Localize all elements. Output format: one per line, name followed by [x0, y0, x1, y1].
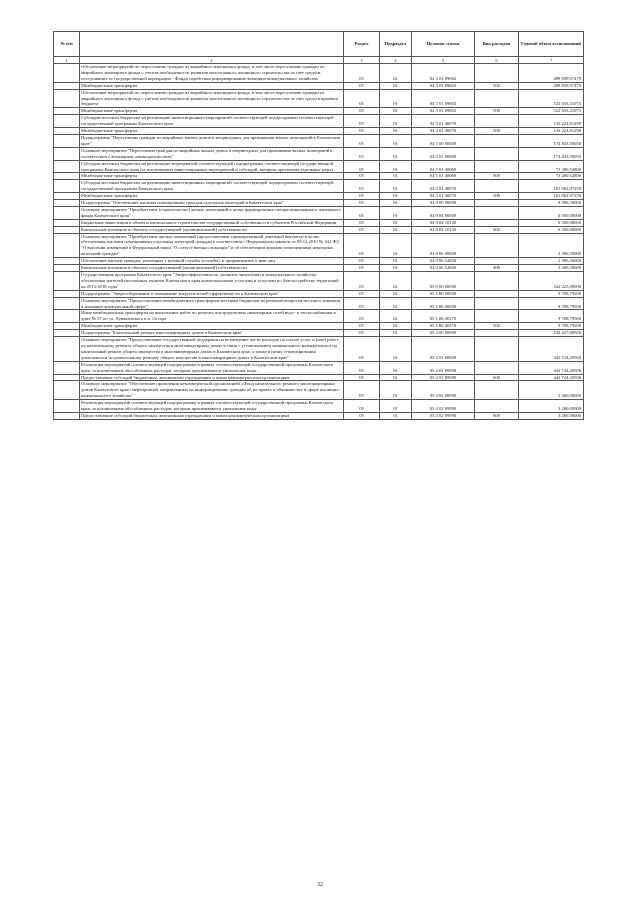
section-cell: 05	[344, 108, 380, 115]
subsection-cell: 01	[380, 200, 412, 207]
item-name-cell: Основное мероприятие "Обеспечение проведения некоммерческой организацией «Фонд капитального ремонта многоквартирных домов Камчатского края» мероприятий, направленных на информирование граждан об их правах и обязанностях в сфере жилищно-коммунального хозяйства"	[80, 381, 344, 400]
column-number: 2	[80, 57, 344, 64]
table-row	[54, 374, 584, 381]
section-cell: 05	[344, 128, 380, 135]
target-article-cell: 04 5 01 00000	[412, 147, 475, 160]
expense-type-cell	[475, 361, 519, 374]
subsection-cell: 01	[380, 381, 412, 400]
expense-type-cell: 400	[475, 265, 519, 272]
section-cell: 05	[344, 82, 380, 89]
target-article-cell: 05 4 01 09990	[412, 361, 475, 374]
table-row	[54, 258, 584, 265]
item-name-cell: Иные межбюджетные трансферты на выполнение работ по ремонту внутридомовых инженерных сетей водо- и теплоснабжения в доме № 57 по ул. Лукашевского в п. Оссора	[80, 310, 344, 323]
item-name-cell: Предоставление субсидий бюджетным, автономным учреждениям и иным некоммерческим организациям	[80, 374, 344, 381]
row-number-cell	[54, 89, 80, 108]
target-article-cell: 04 9 04 10130	[412, 219, 475, 226]
target-article-cell: 04 3 01 09602	[412, 108, 475, 115]
table-row	[54, 160, 584, 173]
expense-type-cell	[475, 330, 519, 337]
expense-type-cell: 500	[475, 82, 519, 89]
annual-amount-cell: 101 562,97250	[519, 193, 584, 200]
item-name-cell: Межбюджетные трансферты	[80, 128, 344, 135]
row-number-cell	[54, 200, 80, 207]
row-number-cell	[54, 128, 80, 135]
target-article-cell: 04 5 01 40070	[412, 193, 475, 200]
subsection-cell: 01	[380, 128, 412, 135]
subsection-cell: 01	[380, 64, 412, 83]
item-name-cell: Межбюджетные трансферты	[80, 323, 344, 330]
expense-type-cell	[475, 297, 519, 310]
header-cell: № п/п	[54, 32, 80, 57]
expense-type-cell	[475, 272, 519, 291]
target-article-cell: 04 9 06 54850	[412, 258, 475, 265]
subsection-cell: 01	[380, 233, 412, 258]
table-row	[54, 200, 584, 207]
target-article-cell: 04 9 04 00000	[412, 206, 475, 219]
table-row	[54, 64, 584, 83]
column-number: 3	[344, 57, 380, 64]
row-number-cell	[54, 226, 80, 233]
subsection-cell: 01	[380, 219, 412, 226]
section-cell: 05	[344, 64, 380, 83]
expense-type-cell	[475, 290, 519, 297]
target-article-cell: 04 9 00 00000	[412, 200, 475, 207]
item-name-cell: Основное мероприятие "Приобретение (строительство) жилых помещений в целях формирования специализированного жилищного фонда Камчатского края"	[80, 206, 344, 219]
section-cell: 05	[344, 272, 380, 291]
row-number-cell	[54, 64, 80, 83]
header-cell: Вид расходов	[475, 32, 519, 57]
section-cell: 05	[344, 412, 380, 419]
row-number-cell	[54, 374, 80, 381]
target-article-cell: 04 3 01 09602	[412, 64, 475, 83]
annual-amount-cell: 6 500,00000	[519, 206, 584, 219]
subsection-cell: 01	[380, 323, 412, 330]
section-cell: 05	[344, 374, 380, 381]
section-cell: 05	[344, 160, 380, 173]
annual-amount-cell: 143 224,81299	[519, 128, 584, 135]
target-article-cell: 05 1 00 00000	[412, 290, 475, 297]
row-number-cell	[54, 173, 80, 180]
row-number-cell	[54, 206, 80, 219]
header-cell: Целевая статья	[412, 32, 475, 57]
subsection-cell: 01	[380, 374, 412, 381]
expense-type-cell: 500	[475, 323, 519, 330]
row-number-cell	[54, 412, 80, 419]
table-row	[54, 381, 584, 400]
item-name-cell: Бюджетные инвестиции в объекты капитального строительства государственной собственности субъектов Российской Федерации	[80, 219, 344, 226]
item-name-cell: Реализация мероприятий соответствующей подпрограммы в рамках соответствующей государственной программы Камчатского края, за исключением обособленных расходов, которым присваиваются уникальные коды	[80, 361, 344, 374]
item-name-cell: Предоставление субсидий бюджетным, автономным учреждениям и иным некоммерческим организациям	[80, 412, 344, 419]
expense-type-cell	[475, 64, 519, 83]
annual-amount-cell: 101 562,97250	[519, 180, 584, 193]
expense-type-cell	[475, 180, 519, 193]
target-article-cell: 05 4 02 00000	[412, 381, 475, 400]
section-cell: 05	[344, 226, 380, 233]
section-cell: 05	[344, 219, 380, 226]
column-number-row	[54, 57, 584, 64]
annual-amount-cell: 143 224,81299	[519, 115, 584, 128]
section-cell: 05	[344, 147, 380, 160]
table-row	[54, 361, 584, 374]
expense-type-cell	[475, 89, 519, 108]
appropriations-table	[53, 31, 584, 420]
row-number-cell	[54, 400, 80, 413]
target-article-cell: 04 3 01 09602	[412, 82, 475, 89]
item-name-cell: Подпрограмма "Энергосбережение и повышение энергетической эффективности в Камчатском крае"	[80, 290, 344, 297]
annual-amount-cell: 442 724,20500	[519, 374, 584, 381]
row-number-cell	[54, 323, 80, 330]
section-cell: 05	[344, 361, 380, 374]
table-row	[54, 134, 584, 147]
table-row	[54, 173, 584, 180]
table-row	[54, 193, 584, 200]
expense-type-cell	[475, 160, 519, 173]
row-number-cell	[54, 361, 80, 374]
item-name-cell: Государственная программа Камчатского края "Энергоэффективность, развитие энергетики и коммунального хозяйства, обеспечение жителей населенных пунктов Камчатского края коммунальными услугами и услугами по благоустройству территорий на 2014-2018 годы"	[80, 272, 344, 291]
row-number-cell	[54, 381, 80, 400]
target-article-cell: 04 9 04 10130	[412, 226, 475, 233]
table-row	[54, 82, 584, 89]
item-name-cell: Обеспечение мероприятий по переселению граждан из аварийного жилищного фонда, в том числе переселению граждан из аварийного жилищного фонда с учетом необходимости развития малоэтажного жилищного строительства за счет средств краевого бюджета	[80, 89, 344, 108]
target-article-cell: 04 5 01 40070	[412, 180, 475, 193]
annual-amount-cell: 442 724,20500	[519, 361, 584, 374]
row-number-cell	[54, 82, 80, 89]
section-cell: 05	[344, 200, 380, 207]
annual-amount-cell: 289 839,97479	[519, 82, 584, 89]
item-name-cell: Межбюджетные трансферты	[80, 173, 344, 180]
target-article-cell: 05 1 06 40370	[412, 323, 475, 330]
annual-amount-cell: 522 633,41073	[519, 108, 584, 115]
section-cell: 05	[344, 400, 380, 413]
annual-amount-cell: 2 496,50000	[519, 233, 584, 258]
section-cell: 05	[344, 193, 380, 200]
section-cell: 05	[344, 265, 380, 272]
subsection-cell: 01	[380, 330, 412, 337]
expense-type-cell: 500	[475, 128, 519, 135]
section-cell: 05	[344, 337, 380, 362]
subsection-cell: 01	[380, 297, 412, 310]
item-name-cell: Обеспечение жильем граждан, уволенных с военной службы (службы), и приравненных к ним лиц	[80, 258, 344, 265]
subsection-cell: 01	[380, 82, 412, 89]
subsection-cell: 01	[380, 108, 412, 115]
table-row	[54, 180, 584, 193]
target-article-cell: 04 5 01 40060	[412, 160, 475, 173]
section-cell: 05	[344, 330, 380, 337]
annual-amount-cell: 3 260,00000	[519, 412, 584, 419]
annual-amount-cell: 73 280,52800	[519, 173, 584, 180]
table-body	[54, 64, 584, 420]
row-number-cell	[54, 258, 80, 265]
target-article-cell: 04 3 01 40070	[412, 115, 475, 128]
subsection-cell: 01	[380, 160, 412, 173]
table-row	[54, 400, 584, 413]
expense-type-cell	[475, 134, 519, 147]
table-row	[54, 272, 584, 291]
item-name-cell: Капитальные вложения в объекты государственной (муниципальной) собственности	[80, 226, 344, 233]
table-row	[54, 128, 584, 135]
target-article-cell: 05 1 06 40370	[412, 310, 475, 323]
expense-type-cell: 500	[475, 193, 519, 200]
section-cell: 05	[344, 258, 380, 265]
subsection-cell: 01	[380, 258, 412, 265]
item-name-cell: Основное мероприятие "Переселение граждан из аварийных жилых домов и непригодных для проживания жилых помещений в соответствии с жилищным законодательством"	[80, 147, 344, 160]
header-row	[54, 32, 584, 57]
table-row	[54, 89, 584, 108]
row-number-cell	[54, 108, 80, 115]
expense-type-cell	[475, 233, 519, 258]
row-number-cell	[54, 310, 80, 323]
row-number-cell	[54, 233, 80, 258]
subsection-cell: 01	[380, 134, 412, 147]
row-number-cell	[54, 219, 80, 226]
annual-amount-cell: 9 788,79500	[519, 323, 584, 330]
target-article-cell: 04 3 01 40070	[412, 128, 475, 135]
subsection-cell: 01	[380, 147, 412, 160]
target-article-cell: 04 5 00 00000	[412, 134, 475, 147]
subsection-cell: 01	[380, 115, 412, 128]
target-article-cell: 05 4 01 00000	[412, 337, 475, 362]
table-row	[54, 297, 584, 310]
target-article-cell: 05 4 00 00000	[412, 330, 475, 337]
subsection-cell: 01	[380, 290, 412, 297]
section-cell: 05	[344, 297, 380, 310]
item-name-cell: Основное мероприятие "Предоставление межбюджетных трансфертов местным бюджетам на решение вопросов местного значения в жилищно-коммунальной сфере"	[80, 297, 344, 310]
subsection-cell: 01	[380, 272, 412, 291]
subsection-cell: 01	[380, 226, 412, 233]
annual-amount-cell: 522 633,41073	[519, 89, 584, 108]
section-cell: 05	[344, 173, 380, 180]
item-name-cell: Межбюджетные трансферты	[80, 108, 344, 115]
table-row	[54, 310, 584, 323]
expense-type-cell	[475, 219, 519, 226]
section-cell: 05	[344, 233, 380, 258]
expense-type-cell: 500	[475, 108, 519, 115]
column-number: 6	[475, 57, 519, 64]
subsection-cell: 01	[380, 337, 412, 362]
item-name-cell: Межбюджетные трансферты	[80, 193, 344, 200]
expense-type-cell: 400	[475, 226, 519, 233]
item-name-cell: Основное мероприятие "Предоставление государственной поддержки на возмещение части расходов по оплате услуг и (или) работ по капитальному ремонту общего имущества в многоквартирных домах в связи с установлением минимального размера взноса на капитальный ремонт общего имущества в многоквартирных домах в Камчатском крае, а также в целях стимулирования деятельности по капитальному ремонту общего имущества в многоквартирных домах в Камчатском крае"	[80, 337, 344, 362]
annual-amount-cell: 6 500,00000	[519, 219, 584, 226]
row-number-cell	[54, 290, 80, 297]
row-number-cell	[54, 297, 80, 310]
section-cell: 05	[344, 323, 380, 330]
expense-type-cell	[475, 115, 519, 128]
item-name-cell: Субсидии местным бюджетам на реализацию мероприятий соответствующей подпрограммы соответствующей государственной программы Камчатского края (за исключением инвестиционных мероприятий и субсидий, которым присвоены отдельные коды)	[80, 160, 344, 173]
row-number-cell	[54, 265, 80, 272]
subsection-cell: 01	[380, 310, 412, 323]
row-number-cell	[54, 337, 80, 362]
target-article-cell: 04 3 01 09602	[412, 89, 475, 108]
table-row	[54, 233, 584, 258]
annual-amount-cell: 9 788,79500	[519, 297, 584, 310]
item-name-cell: Реализация мероприятий соответствующей подпрограммы в рамках соответствующей государственной программы Камчатского края, за исключением обособленных расходов, которым присваиваются уникальные коды	[80, 400, 344, 413]
section-cell: 05	[344, 381, 380, 400]
annual-amount-cell: 2 496,50000	[519, 258, 584, 265]
expense-type-cell: 600	[475, 374, 519, 381]
row-number-cell	[54, 272, 80, 291]
annual-amount-cell: 289 839,97479	[519, 64, 584, 83]
table-row	[54, 108, 584, 115]
expense-type-cell	[475, 147, 519, 160]
page-number: 32	[317, 882, 323, 888]
target-article-cell: 04 9 06 54850	[412, 265, 475, 272]
subsection-cell: 01	[380, 173, 412, 180]
section-cell: 05	[344, 310, 380, 323]
column-number: 4	[380, 57, 412, 64]
annual-amount-cell: 3 260,00000	[519, 400, 584, 413]
annual-amount-cell: 9 788,79500	[519, 290, 584, 297]
annual-amount-cell: 442 724,20500	[519, 337, 584, 362]
column-number: 1	[54, 57, 80, 64]
target-article-cell: 04 5 01 40060	[412, 173, 475, 180]
table-row	[54, 226, 584, 233]
annual-amount-cell: 9 788,79500	[519, 310, 584, 323]
header-cell: Подраздел	[380, 32, 412, 57]
subsection-cell: 01	[380, 180, 412, 193]
row-number-cell	[54, 115, 80, 128]
expense-type-cell	[475, 310, 519, 323]
row-number-cell	[54, 193, 80, 200]
target-article-cell: 05 4 01 09990	[412, 374, 475, 381]
row-number-cell	[54, 160, 80, 173]
column-number: 5	[412, 57, 475, 64]
expense-type-cell: 600	[475, 412, 519, 419]
header-cell	[80, 32, 344, 57]
expense-type-cell	[475, 206, 519, 219]
item-name-cell: Обеспечение мероприятий по переселению граждан из аварийного жилищного фонда, в том числе переселению граждан из аварийного жилищного фонда с учетом необходимости развития малоэтажного жилищного строительства за счет средств, поступивших от государственной корпорации - Фонда содействия реформированию жилищно-коммунального хозяйства	[80, 64, 344, 83]
row-number-cell	[54, 147, 80, 160]
item-name-cell: Капитальные вложения в объекты государственной (муниципальной) собственности	[80, 265, 344, 272]
subsection-cell: 01	[380, 412, 412, 419]
expense-type-cell	[475, 258, 519, 265]
annual-amount-cell: 174 843,50050	[519, 147, 584, 160]
section-cell: 05	[344, 180, 380, 193]
annual-amount-cell: 542 225,80000	[519, 272, 584, 291]
table-row	[54, 115, 584, 128]
row-number-cell	[54, 330, 80, 337]
table-row	[54, 337, 584, 362]
expense-type-cell	[475, 200, 519, 207]
item-name-cell: Основное мероприятие "Приобретение жилых помещений (предоставление единовременной денежной выплаты) в целях обеспечения жилыми помещениями отдельных категорий граждан в соответствии с Федеральным законом от 08.12.2010 № 342-ФЗ "О внесении изменений в Федеральный закон "О статусе военнослужащих" и об обеспечении жилыми помещениями некоторых категорий граждан"	[80, 233, 344, 258]
subsection-cell: 01	[380, 89, 412, 108]
item-name-cell: Субсидии местным бюджетам на реализацию инвестиционных мероприятий соответствующей подпрограммы соответствующей государственной программы Камчатского края	[80, 180, 344, 193]
table-row	[54, 290, 584, 297]
table-row	[54, 147, 584, 160]
expense-type-cell	[475, 337, 519, 362]
annual-amount-cell: 73 280,52800	[519, 160, 584, 173]
section-cell: 05	[344, 290, 380, 297]
annual-amount-cell: 174 843,50050	[519, 134, 584, 147]
header-cell: Раздел	[344, 32, 380, 57]
expense-type-cell	[475, 381, 519, 400]
expense-type-cell: 500	[475, 173, 519, 180]
table-row	[54, 412, 584, 419]
item-name-cell: Субсидии местным бюджетам на реализацию инвестиционных мероприятий соответствующей подпрограммы соответствующей государственной программы Камчатского края	[80, 115, 344, 128]
annual-amount-cell: 532 437,00500	[519, 330, 584, 337]
item-name-cell: Подпрограмма "Обеспечение жилыми помещениями граждан отдельных категорий в Камчатском крае"	[80, 200, 344, 207]
subsection-cell: 01	[380, 265, 412, 272]
section-cell: 05	[344, 115, 380, 128]
header-cell: Годовой объем ассигнований	[519, 32, 584, 57]
item-name-cell: Подпрограмма "Переселение граждан из аварийных жилых домов и непригодных для проживания жилых помещений в Камчатском крае"	[80, 134, 344, 147]
annual-amount-cell: 2 496,50000	[519, 265, 584, 272]
table-row	[54, 219, 584, 226]
target-article-cell: 04 9 06 00000	[412, 233, 475, 258]
target-article-cell: 05 4 02 09990	[412, 412, 475, 419]
section-cell: 05	[344, 206, 380, 219]
section-cell: 05	[344, 89, 380, 108]
annual-amount-cell: 3 260,00000	[519, 381, 584, 400]
item-name-cell: Подпрограмма "Капитальный ремонт многоквартирных домов в Камчатском крае"	[80, 330, 344, 337]
annual-amount-cell: 6 500,00000	[519, 226, 584, 233]
table-row	[54, 206, 584, 219]
item-name-cell: Межбюджетные трансферты	[80, 82, 344, 89]
section-cell: 05	[344, 134, 380, 147]
target-article-cell: 05 4 02 09990	[412, 400, 475, 413]
annual-amount-cell: 8 996,50000	[519, 200, 584, 207]
subsection-cell: 01	[380, 206, 412, 219]
row-number-cell	[54, 134, 80, 147]
subsection-cell: 01	[380, 193, 412, 200]
expense-type-cell	[475, 400, 519, 413]
subsection-cell: 01	[380, 400, 412, 413]
subsection-cell: 01	[380, 361, 412, 374]
table-row	[54, 265, 584, 272]
table-row	[54, 323, 584, 330]
target-article-cell: 05 1 06 00000	[412, 297, 475, 310]
table-row	[54, 330, 584, 337]
column-number: 7	[519, 57, 584, 64]
row-number-cell	[54, 180, 80, 193]
target-article-cell: 05 0 00 00000	[412, 272, 475, 291]
